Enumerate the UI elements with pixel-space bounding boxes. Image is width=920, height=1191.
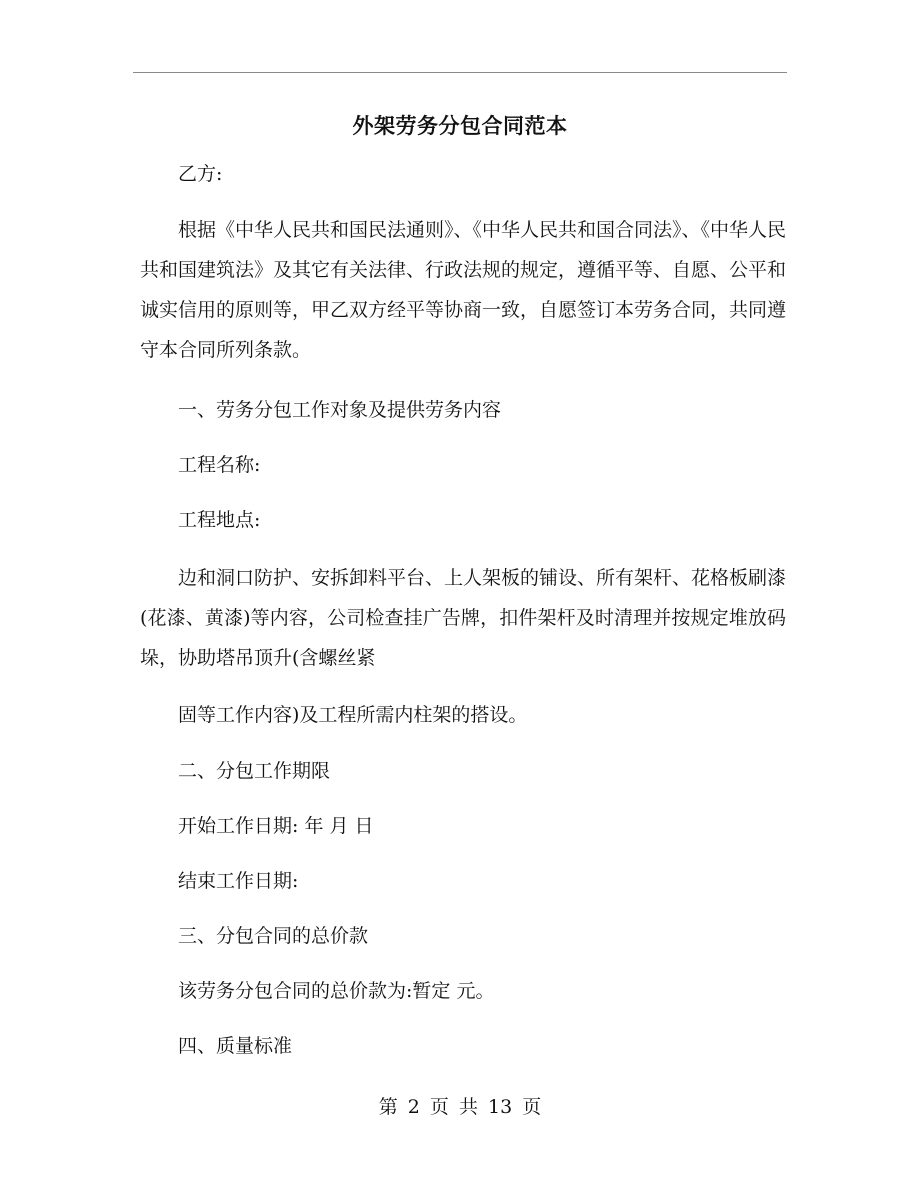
section-1-heading: 一、劳务分包工作对象及提供劳务内容: [178, 399, 502, 421]
section-2-heading: 二、分包工作期限: [178, 760, 331, 782]
header-divider: [133, 72, 787, 73]
scope-paragraph: 边和洞口防护、安拆卸料平台、上人架板的铺设、所有架杆、花格板刷漆(花漆、黄漆)等内容，公司检查挂广告牌，扣件架杆及时清理并按规定堆放码垛，协助塔吊顶升(含螺丝紧: [140, 567, 787, 669]
start-date-field: 开始工作日期: 年 月 日: [178, 815, 374, 837]
section-4-heading: 四、质量标准: [178, 1035, 293, 1057]
end-date-field: 结束工作日期:: [178, 870, 299, 892]
project-location-field: 工程地点:: [178, 509, 261, 531]
project-name-field: 工程名称:: [178, 454, 261, 476]
page-number-footer: 第 2 页 共 13 页: [378, 1096, 542, 1118]
section-3-heading: 三、分包合同的总价款: [178, 925, 369, 947]
total-price-field: 该劳务分包合同的总价款为:暂定 元。: [178, 980, 495, 1002]
scope-continuation: 固等工作内容)及工程所需内柱架的搭设。: [178, 704, 528, 726]
party-b-label: 乙方:: [178, 163, 223, 185]
document-title: 外架劳务分包合同范本: [352, 113, 568, 138]
intro-paragraph: 根据《中华人民共和国民法通则》、《中华人民共和国合同法》、《中华人民共和国建筑法》及其它有关法律、行政法规的规定，遵循平等、自愿、公平和诚实信用的原则等，甲乙双方经平等协商一致，自愿签订本劳务合同，共同遵守本合同所列条款。: [140, 219, 787, 361]
